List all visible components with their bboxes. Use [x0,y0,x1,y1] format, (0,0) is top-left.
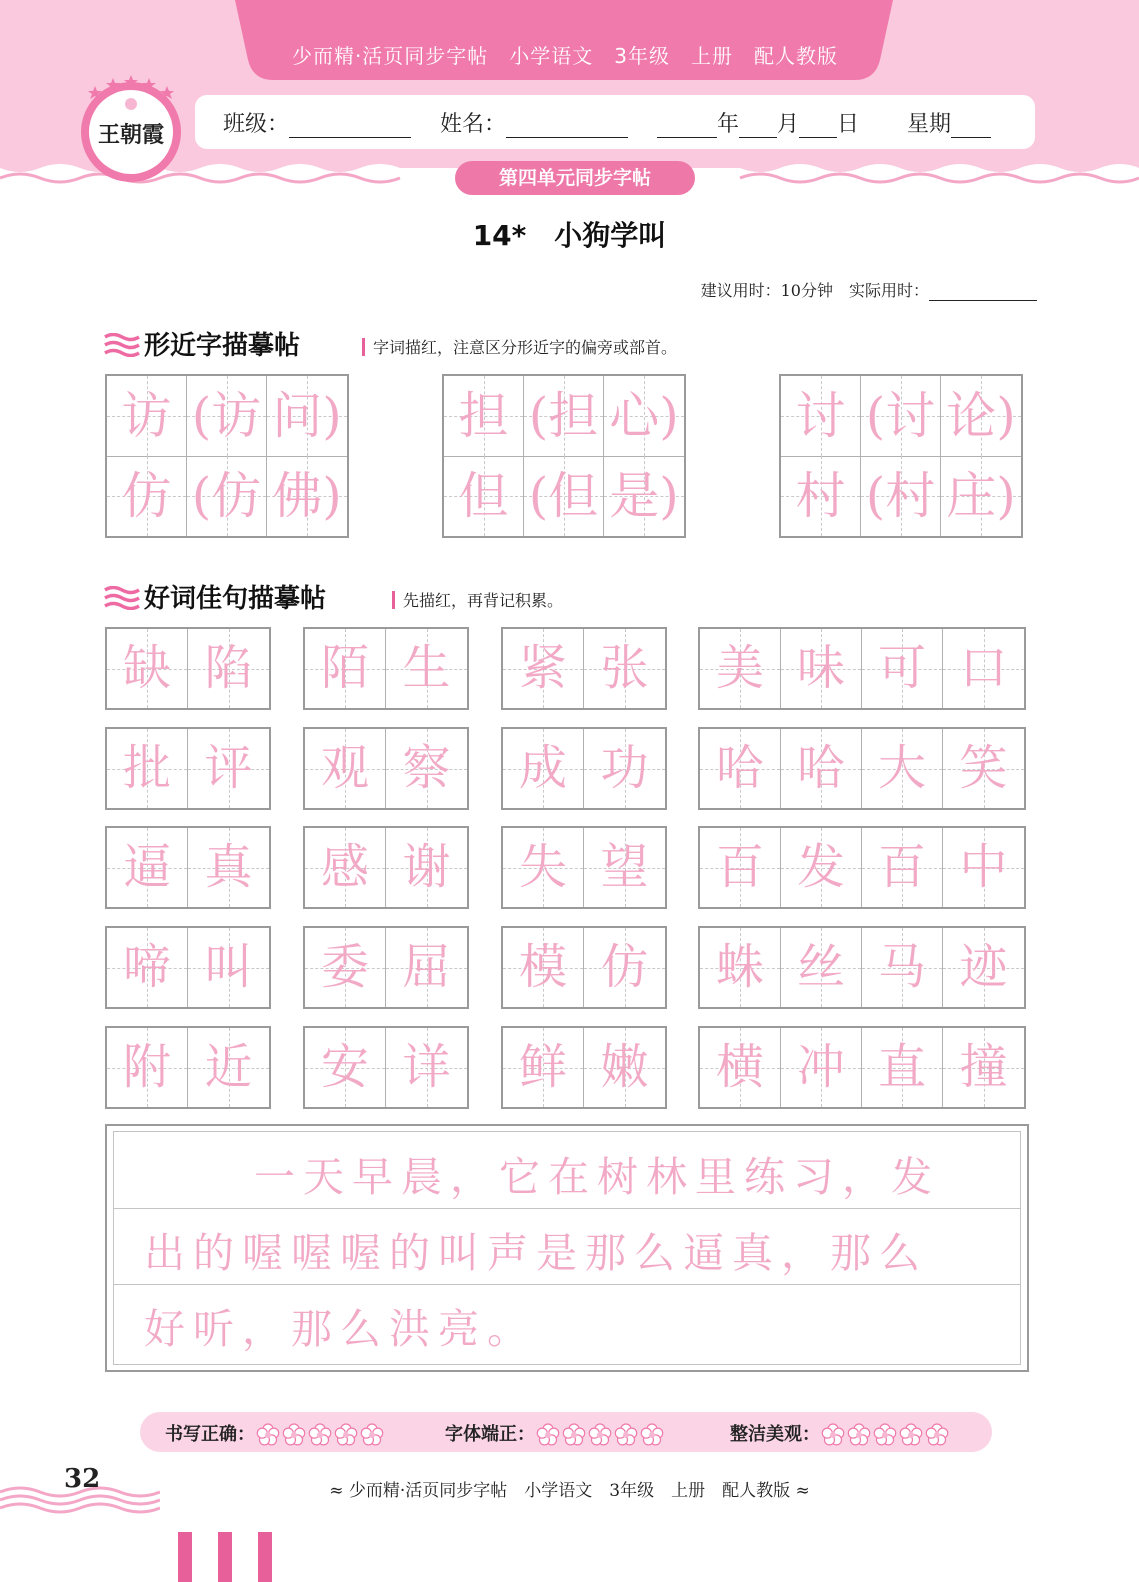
section2-title: 好词佳句描摹帖 [144,584,327,614]
tracing-cell[interactable] [781,729,862,808]
trace-character: 问) [272,387,342,445]
trace-character: 美 [715,640,764,696]
trace-character: 缺 [122,640,171,696]
trace-character: 马 [877,939,926,995]
trace-character: (仿 [191,467,262,525]
tracing-grid [442,374,686,538]
tracing-cell[interactable] [386,1028,467,1107]
trace-character: 百 [877,839,926,895]
tracing-grid [105,1026,271,1109]
tracing-cell[interactable] [943,1028,1024,1107]
tracing-grid [698,826,1026,909]
trace-character: 撞 [959,1039,1008,1095]
trace-character: 中 [959,839,1008,895]
month-label: 月 [777,112,800,137]
tracing-cell[interactable] [386,928,467,1007]
trace-character: 百 [715,839,764,895]
lesson-title: 14* 小狗学叫 [472,219,667,252]
tracing-grid [698,926,1026,1009]
footer-bar-decoration [218,1532,232,1582]
trace-character: 察 [402,740,451,796]
flower-icon[interactable] [822,1424,843,1445]
tracing-cell[interactable] [107,928,188,1007]
tracing-cell[interactable] [107,376,187,456]
flower-icon[interactable] [615,1424,636,1445]
trace-character: (访 [191,387,262,445]
trace-character: 功 [600,740,649,796]
trace-character: 哈 [715,740,764,796]
trace-character: 张 [600,640,649,696]
rating-label: 书写正确： [165,1424,255,1445]
tracing-cell[interactable] [862,828,943,907]
trace-character: 嫩 [600,1039,649,1095]
trace-character: 可 [877,640,926,696]
tracing-grid [501,1026,667,1109]
trace-character: 庄) [946,467,1016,525]
trace-character: 访 [121,387,172,445]
tracing-cell[interactable] [305,1028,386,1107]
flower-icon[interactable] [537,1424,558,1445]
tracing-grid [105,727,271,810]
trace-character: 陌 [320,640,369,696]
tracing-cell[interactable] [305,629,386,708]
tracing-cell[interactable] [604,456,684,536]
tracing-cell[interactable] [107,1028,188,1107]
tracing-grid [303,627,469,710]
class-label: 班级： [223,112,290,137]
tracing-cell[interactable] [524,456,604,536]
trace-character: 近 [204,1039,253,1095]
tracing-cell[interactable] [107,629,188,708]
flower-icon[interactable] [848,1424,869,1445]
tracing-cell[interactable] [862,928,943,1007]
trace-character: 真 [204,839,253,895]
year-label: 年 [717,112,740,137]
tracing-cell[interactable] [943,729,1024,808]
trace-character: 望 [600,839,649,895]
trace-character: 啼 [122,939,171,995]
tracing-cell[interactable] [503,1028,584,1107]
trace-character: 叫 [204,939,253,995]
tracing-grid [779,374,1023,538]
tracing-cell[interactable] [941,376,1021,456]
tracing-cell[interactable] [781,456,861,536]
tracing-grid [501,826,667,909]
tracing-grid [105,826,271,909]
tracing-cell[interactable] [305,828,386,907]
section1-hint: 字词描红，注意区分形近字的偏旁或部首。 [362,335,677,358]
trace-character: (讨 [865,387,936,445]
tracing-cell[interactable] [187,376,267,456]
trace-character: 迹 [959,939,1008,995]
flower-icon[interactable] [257,1424,278,1445]
trace-character: (担 [528,387,599,445]
class-field[interactable] [223,107,411,138]
trace-character: 安 [320,1039,369,1095]
rating-bar [140,1412,992,1452]
footer-series-title: ≈ 少而精·活页同步字帖 小学语文 3年级 上册 配人教版 ≈ [329,1481,810,1501]
tracing-cell[interactable] [781,928,862,1007]
actual-time-field[interactable] [929,284,1037,301]
footer-bar-decoration [258,1532,272,1582]
trace-character: 谢 [402,839,451,895]
trace-character: 成 [518,740,567,796]
trace-character: 哈 [796,740,845,796]
logo-text: 王朝霞 [97,122,165,148]
tracing-cell[interactable] [444,456,524,536]
publisher-logo [75,72,187,184]
tracing-cell[interactable] [503,729,584,808]
trace-character: 屈 [402,939,451,995]
tracing-cell[interactable] [444,376,524,456]
rating-item [445,1420,665,1447]
tracing-grid [501,727,667,810]
tracing-cell[interactable] [386,828,467,907]
tracing-cell[interactable] [604,376,684,456]
trace-character: 味 [796,640,845,696]
tracing-cell[interactable] [584,928,665,1007]
tracing-cell[interactable] [781,828,862,907]
wave-icon [104,333,140,357]
trace-character: 大 [877,740,926,796]
tracing-cell[interactable] [781,1028,862,1107]
tracing-cell[interactable] [584,828,665,907]
flower-icon[interactable] [335,1424,356,1445]
trace-character: 委 [320,939,369,995]
trace-character: 详 [402,1039,451,1095]
trace-character: 观 [320,740,369,796]
tracing-cell[interactable] [267,456,347,536]
tracing-grid [303,727,469,810]
trace-character: 横 [715,1039,764,1095]
tracing-cell[interactable] [188,928,269,1007]
tracing-cell[interactable] [700,729,781,808]
trace-character: 感 [320,839,369,895]
trace-character: 逼 [122,839,171,895]
tracing-cell[interactable] [188,828,269,907]
paragraph-line: 一天早晨，它在树林里练习，发 [254,1153,940,1201]
tracing-cell[interactable] [862,729,943,808]
tracing-grid [303,826,469,909]
tracing-cell[interactable] [943,928,1024,1007]
flower-icon[interactable] [309,1424,330,1445]
tracing-cell[interactable] [503,629,584,708]
flower-icon[interactable] [926,1424,947,1445]
tracing-cell[interactable] [943,828,1024,907]
trace-character: 冲 [796,1039,845,1095]
flower-icon[interactable] [589,1424,610,1445]
day-label: 日 [837,112,860,137]
trace-character: 评 [204,740,253,796]
section2-hint: 先描红，再背记积累。 [392,588,563,611]
paragraph-line: 出的喔喔喔的叫声是那么逼真，那么 [144,1229,928,1277]
tracing-grid [501,627,667,710]
trace-character: 批 [122,740,171,796]
tracing-cell[interactable] [107,828,188,907]
series-title: 少而精·活页同步字帖 小学语文 3年级 上册 配人教版 [291,44,839,68]
tracing-cell[interactable] [943,629,1024,708]
page-number: 32 [64,1464,101,1494]
rating-item [730,1420,950,1447]
trace-character: 蛛 [715,939,764,995]
tracing-cell[interactable] [862,1028,943,1107]
trace-character: 口 [959,640,1008,696]
tracing-cell[interactable] [700,928,781,1007]
tracing-cell[interactable] [941,456,1021,536]
trace-character: (但 [528,467,599,525]
trace-character: 是) [609,467,679,525]
flower-icon[interactable] [563,1424,584,1445]
rating-item [165,1420,385,1447]
trace-character: 论) [946,387,1016,445]
tracing-grid [105,926,271,1009]
trace-character: 紧 [518,640,567,696]
tracing-cell[interactable] [188,629,269,708]
tracing-cell[interactable] [386,729,467,808]
tracing-cell[interactable] [503,828,584,907]
tracing-cell[interactable] [503,928,584,1007]
trace-character: 心) [609,387,679,445]
sentence-trace-box [105,1124,1029,1372]
tracing-cell[interactable] [107,456,187,536]
paragraph-line: 好听，那么洪亮。 [144,1305,536,1353]
tracing-grid [698,627,1026,710]
tracing-grid [105,627,271,710]
tracing-cell[interactable] [386,629,467,708]
trace-character: 仿 [121,467,172,525]
tracing-cell[interactable] [781,629,862,708]
tracing-cell[interactable] [187,456,267,536]
tracing-cell[interactable] [700,828,781,907]
rating-label: 整洁美观： [730,1424,820,1445]
flower-icon[interactable] [283,1424,304,1445]
tracing-grid [698,727,1026,810]
trace-character: 仿 [600,939,649,995]
trace-character: 鲜 [518,1039,567,1095]
actual-time-label: 实际用时： [848,281,929,300]
tracing-cell[interactable] [305,729,386,808]
name-field[interactable] [440,107,628,138]
trace-character: 失 [518,839,567,895]
flower-icon[interactable] [641,1424,662,1445]
tracing-cell[interactable] [700,1028,781,1107]
trace-character: 陷 [204,640,253,696]
tracing-cell[interactable] [188,1028,269,1107]
weekday-field[interactable] [907,107,991,138]
tracing-cell[interactable] [584,629,665,708]
tracing-grid [303,1026,469,1109]
flower-icon[interactable] [874,1424,895,1445]
tracing-grid [105,374,349,538]
trace-character: 生 [402,640,451,696]
tracing-cell[interactable] [861,376,941,456]
tracing-grid [303,926,469,1009]
tracing-cell[interactable] [107,729,188,808]
tracing-cell[interactable] [524,376,604,456]
tracing-cell[interactable] [305,928,386,1007]
weekday-label: 星期 [907,112,952,137]
rating-label: 字体端正： [445,1424,535,1445]
date-field[interactable] [657,107,859,138]
footer-bar-decoration [178,1532,192,1582]
tracing-grid [501,926,667,1009]
unit-label: 第四单元同步字帖 [455,161,695,195]
name-label: 姓名： [440,112,507,137]
tracing-cell[interactable] [584,1028,665,1107]
wave-icon [104,586,140,610]
tracing-cell[interactable] [861,456,941,536]
trace-character: 直 [877,1039,926,1095]
trace-character: 丝 [796,939,845,995]
trace-character: 但 [458,467,509,525]
trace-character: 讨 [795,387,846,445]
suggested-time: 建议用时：10分钟 [700,281,833,300]
tracing-cell[interactable] [781,376,861,456]
tracing-cell[interactable] [267,376,347,456]
trace-character: 笑 [959,740,1008,796]
tracing-cell[interactable] [584,729,665,808]
flower-icon[interactable] [900,1424,921,1445]
trace-character: 附 [122,1039,171,1095]
trace-character: 发 [796,839,845,895]
trace-character: 担 [458,387,509,445]
tracing-cell[interactable] [188,729,269,808]
trace-character: 村 [795,467,846,525]
student-info-bar [195,95,1035,149]
trace-character: 模 [518,939,567,995]
tracing-cell[interactable] [862,629,943,708]
trace-character: (村 [865,467,936,525]
trace-character: 佛) [272,467,342,525]
flower-icon[interactable] [361,1424,382,1445]
tracing-cell[interactable] [700,629,781,708]
tracing-grid [698,1026,1026,1109]
time-line [701,278,1037,301]
section1-title: 形近字描摹帖 [144,331,301,361]
